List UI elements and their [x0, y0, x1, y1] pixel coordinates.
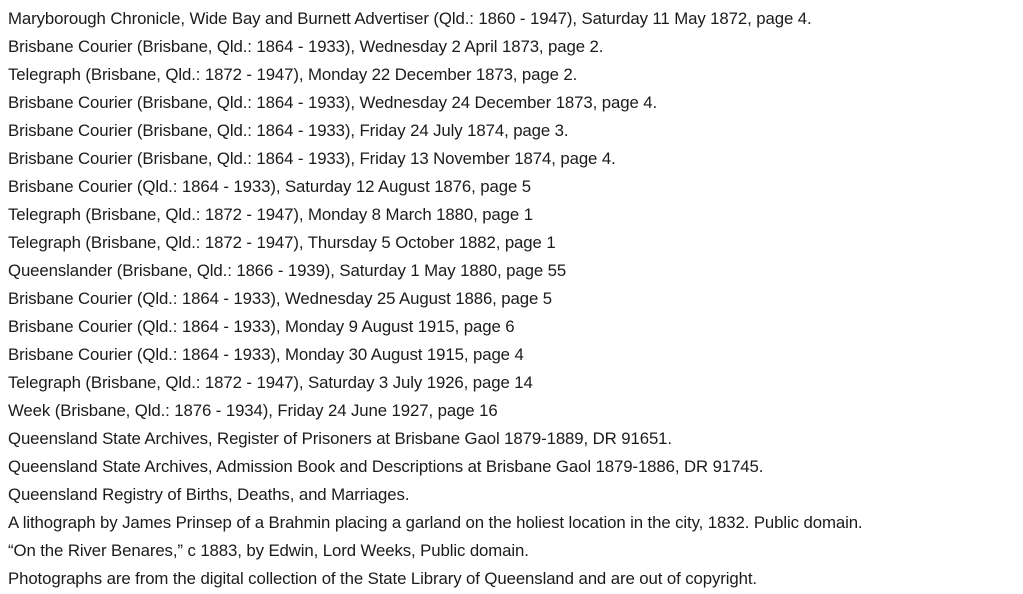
citation-line: Brisbane Courier (Brisbane, Qld.: 1864 - 1933), Friday 24 July 1874, page 3.: [8, 121, 569, 140]
citation-line: Brisbane Courier (Brisbane, Qld.: 1864 - 1933), Wednesday 2 April 1873, page 2.: [8, 37, 604, 56]
citation-line: Brisbane Courier (Brisbane, Qld.: 1864 - 1933), Wednesday 24 December 1873, page 4.: [8, 93, 658, 112]
citation-line: Queensland Registry of Births, Deaths, and Marriages.: [8, 485, 410, 504]
citation-line: Brisbane Courier (Qld.: 1864 - 1933), Saturday 12 August 1876, page 5: [8, 177, 531, 196]
citation-line: Maryborough Chronicle, Wide Bay and Burnett Advertiser (Qld.: 1860 - 1947), Saturday 11 May 1872, page 4.: [8, 9, 812, 28]
citation-line: Telegraph (Brisbane, Qld.: 1872 - 1947), Monday 8 March 1880, page 1: [8, 205, 533, 224]
citation-line: Telegraph (Brisbane, Qld.: 1872 - 1947), Saturday 3 July 1926, page 14: [8, 373, 533, 392]
citation-line: Brisbane Courier (Qld.: 1864 - 1933), Monday 9 August 1915, page 6: [8, 317, 515, 336]
citation-line: Week (Brisbane, Qld.: 1876 - 1934), Friday 24 June 1927, page 16: [8, 401, 498, 420]
citation-line: Queensland State Archives, Admission Book and Descriptions at Brisbane Gaol 1879-1886, DR 91745.: [8, 457, 764, 476]
citation-line: “On the River Benares,” c 1883, by Edwin, Lord Weeks, Public domain.: [8, 541, 529, 560]
citation-line: Queenslander (Brisbane, Qld.: 1866 - 1939), Saturday 1 May 1880, page 55: [8, 261, 567, 280]
citation-line: Brisbane Courier (Qld.: 1864 - 1933), Wednesday 25 August 1886, page 5: [8, 289, 553, 308]
citation-line: Queensland State Archives, Register of Prisoners at Brisbane Gaol 1879-1889, DR 91651.: [8, 429, 672, 448]
citation-line: Brisbane Courier (Qld.: 1864 - 1933), Monday 30 August 1915, page 4: [8, 345, 524, 364]
citation-line: Telegraph (Brisbane, Qld.: 1872 - 1947), Monday 22 December 1873, page 2.: [8, 65, 578, 84]
citation-line: Photographs are from the digital collection of the State Library of Queensland and are out of copyright.: [8, 569, 757, 588]
citation-line: Telegraph (Brisbane, Qld.: 1872 - 1947), Thursday 5 October 1882, page 1: [8, 233, 556, 252]
citation-line: A lithograph by James Prinsep of a Brahmin placing a garland on the holiest location in the city, 1832. Public domain.: [8, 513, 863, 532]
citation-line: Brisbane Courier (Brisbane, Qld.: 1864 - 1933), Friday 13 November 1874, page 4.: [8, 149, 616, 168]
